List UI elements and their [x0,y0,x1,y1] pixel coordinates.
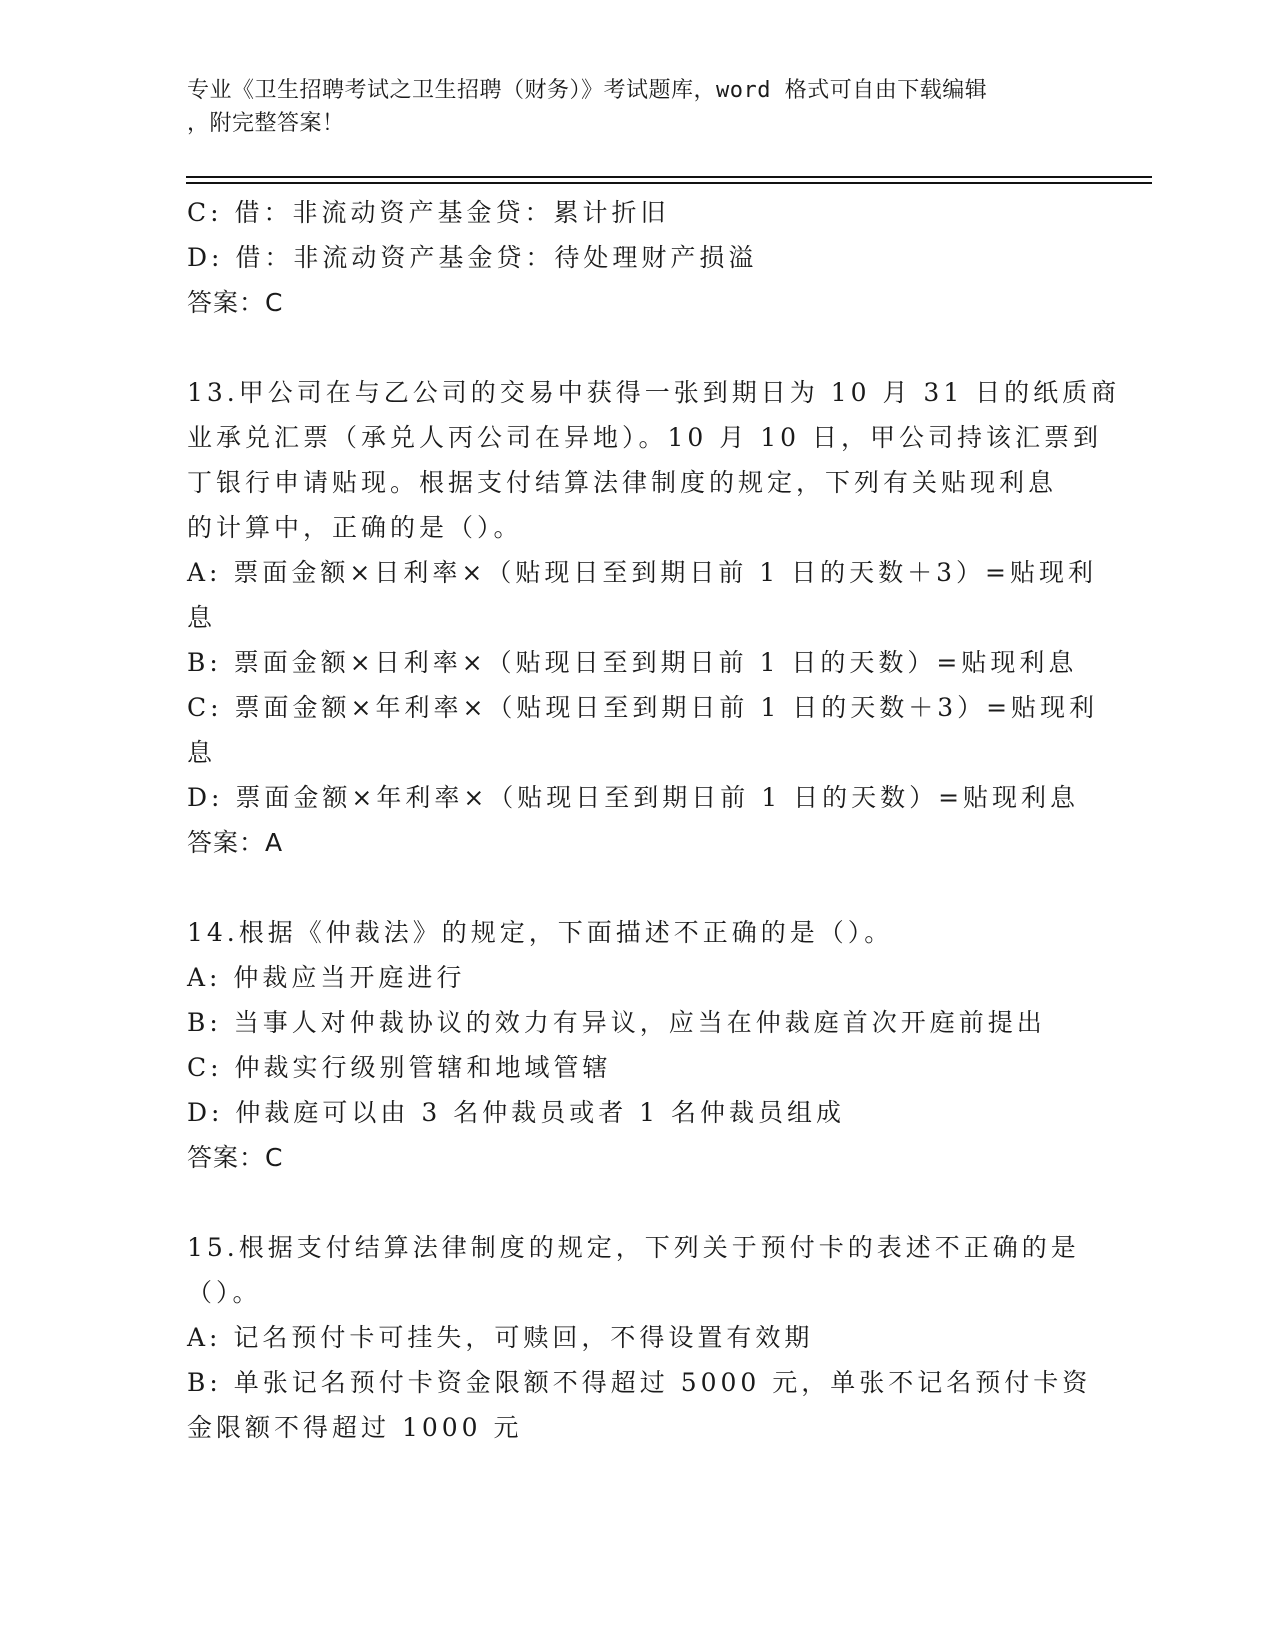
question-stem: 14.根据《仲裁法》的规定，下面描述不正确的是（）。 [187,918,894,947]
option-a-continued: 息 [187,603,217,632]
answer: 答案：C [187,1143,284,1172]
option-a: A: 记名预付卡可挂失，可赎回，不得设置有效期 [187,1323,814,1352]
option-b: B: 单张记名预付卡资金限额不得超过 5000 元，单张不记名预付卡资 [187,1368,1092,1397]
header-divider-top [186,176,1152,178]
option-d: D: 票面金额×年利率×（贴现日至到期日前 1 日的天数）=贴现利息 [187,783,1080,812]
document-header [187,74,1067,140]
question-13 [187,370,1121,865]
question-stem-continued: （）。 [187,1278,262,1307]
option-a: A: 仲裁应当开庭进行 [187,963,466,992]
question-stem: 15.根据支付结算法律制度的规定，下列关于预付卡的表述不正确的是 [187,1233,1080,1262]
answer: 答案：C [187,288,284,317]
question-14 [187,910,1087,1180]
header-line-1: 专业《卫生招聘考试之卫生招聘（财务）》考试题库，word 格式可自由下载编辑 [187,78,988,103]
question-stem: 13.甲公司在与乙公司的交易中获得一张到期日为 10 月 31 日的纸质商 [187,378,1121,407]
header-line-2: ，附完整答案！ [187,111,345,136]
question-stem: 业承兑汇票（承兑人丙公司在异地）。10 月 10 日，甲公司持该汇票到 [187,423,1102,452]
option-b: B: 票面金额×日利率×（贴现日至到期日前 1 日的天数）=贴现利息 [187,648,1078,677]
question-12-tail [187,190,1087,325]
option-c-continued: 息 [187,738,217,767]
header-divider-bottom [186,182,1152,184]
answer: 答案：A [187,828,284,857]
option-c: C: 票面金额×年利率×（贴现日至到期日前 1 日的天数＋3）=贴现利 [187,693,1099,722]
option-d: D: 仲裁庭可以由 3 名仲裁员或者 1 名仲裁员组成 [187,1098,846,1127]
option-c: C: 借：非流动资产基金贷：累计折旧 [187,198,670,227]
question-15 [187,1225,1092,1450]
option-d: D: 借：非流动资产基金贷：待处理财产损溢 [187,243,758,272]
option-b-continued: 金限额不得超过 1000 元 [187,1413,523,1442]
question-stem: 丁银行申请贴现。根据支付结算法律制度的规定，下列有关贴现利息 [187,468,1058,497]
question-list [187,190,1121,1450]
question-stem: 的计算中，正确的是（）。 [187,513,523,542]
option-c: C: 仲裁实行级别管辖和地域管辖 [187,1053,612,1082]
option-b: B: 当事人对仲裁协议的效力有异议，应当在仲裁庭首次开庭前提出 [187,1008,1046,1037]
option-a: A: 票面金额×日利率×（贴现日至到期日前 1 日的天数＋3）=贴现利 [187,558,1097,587]
